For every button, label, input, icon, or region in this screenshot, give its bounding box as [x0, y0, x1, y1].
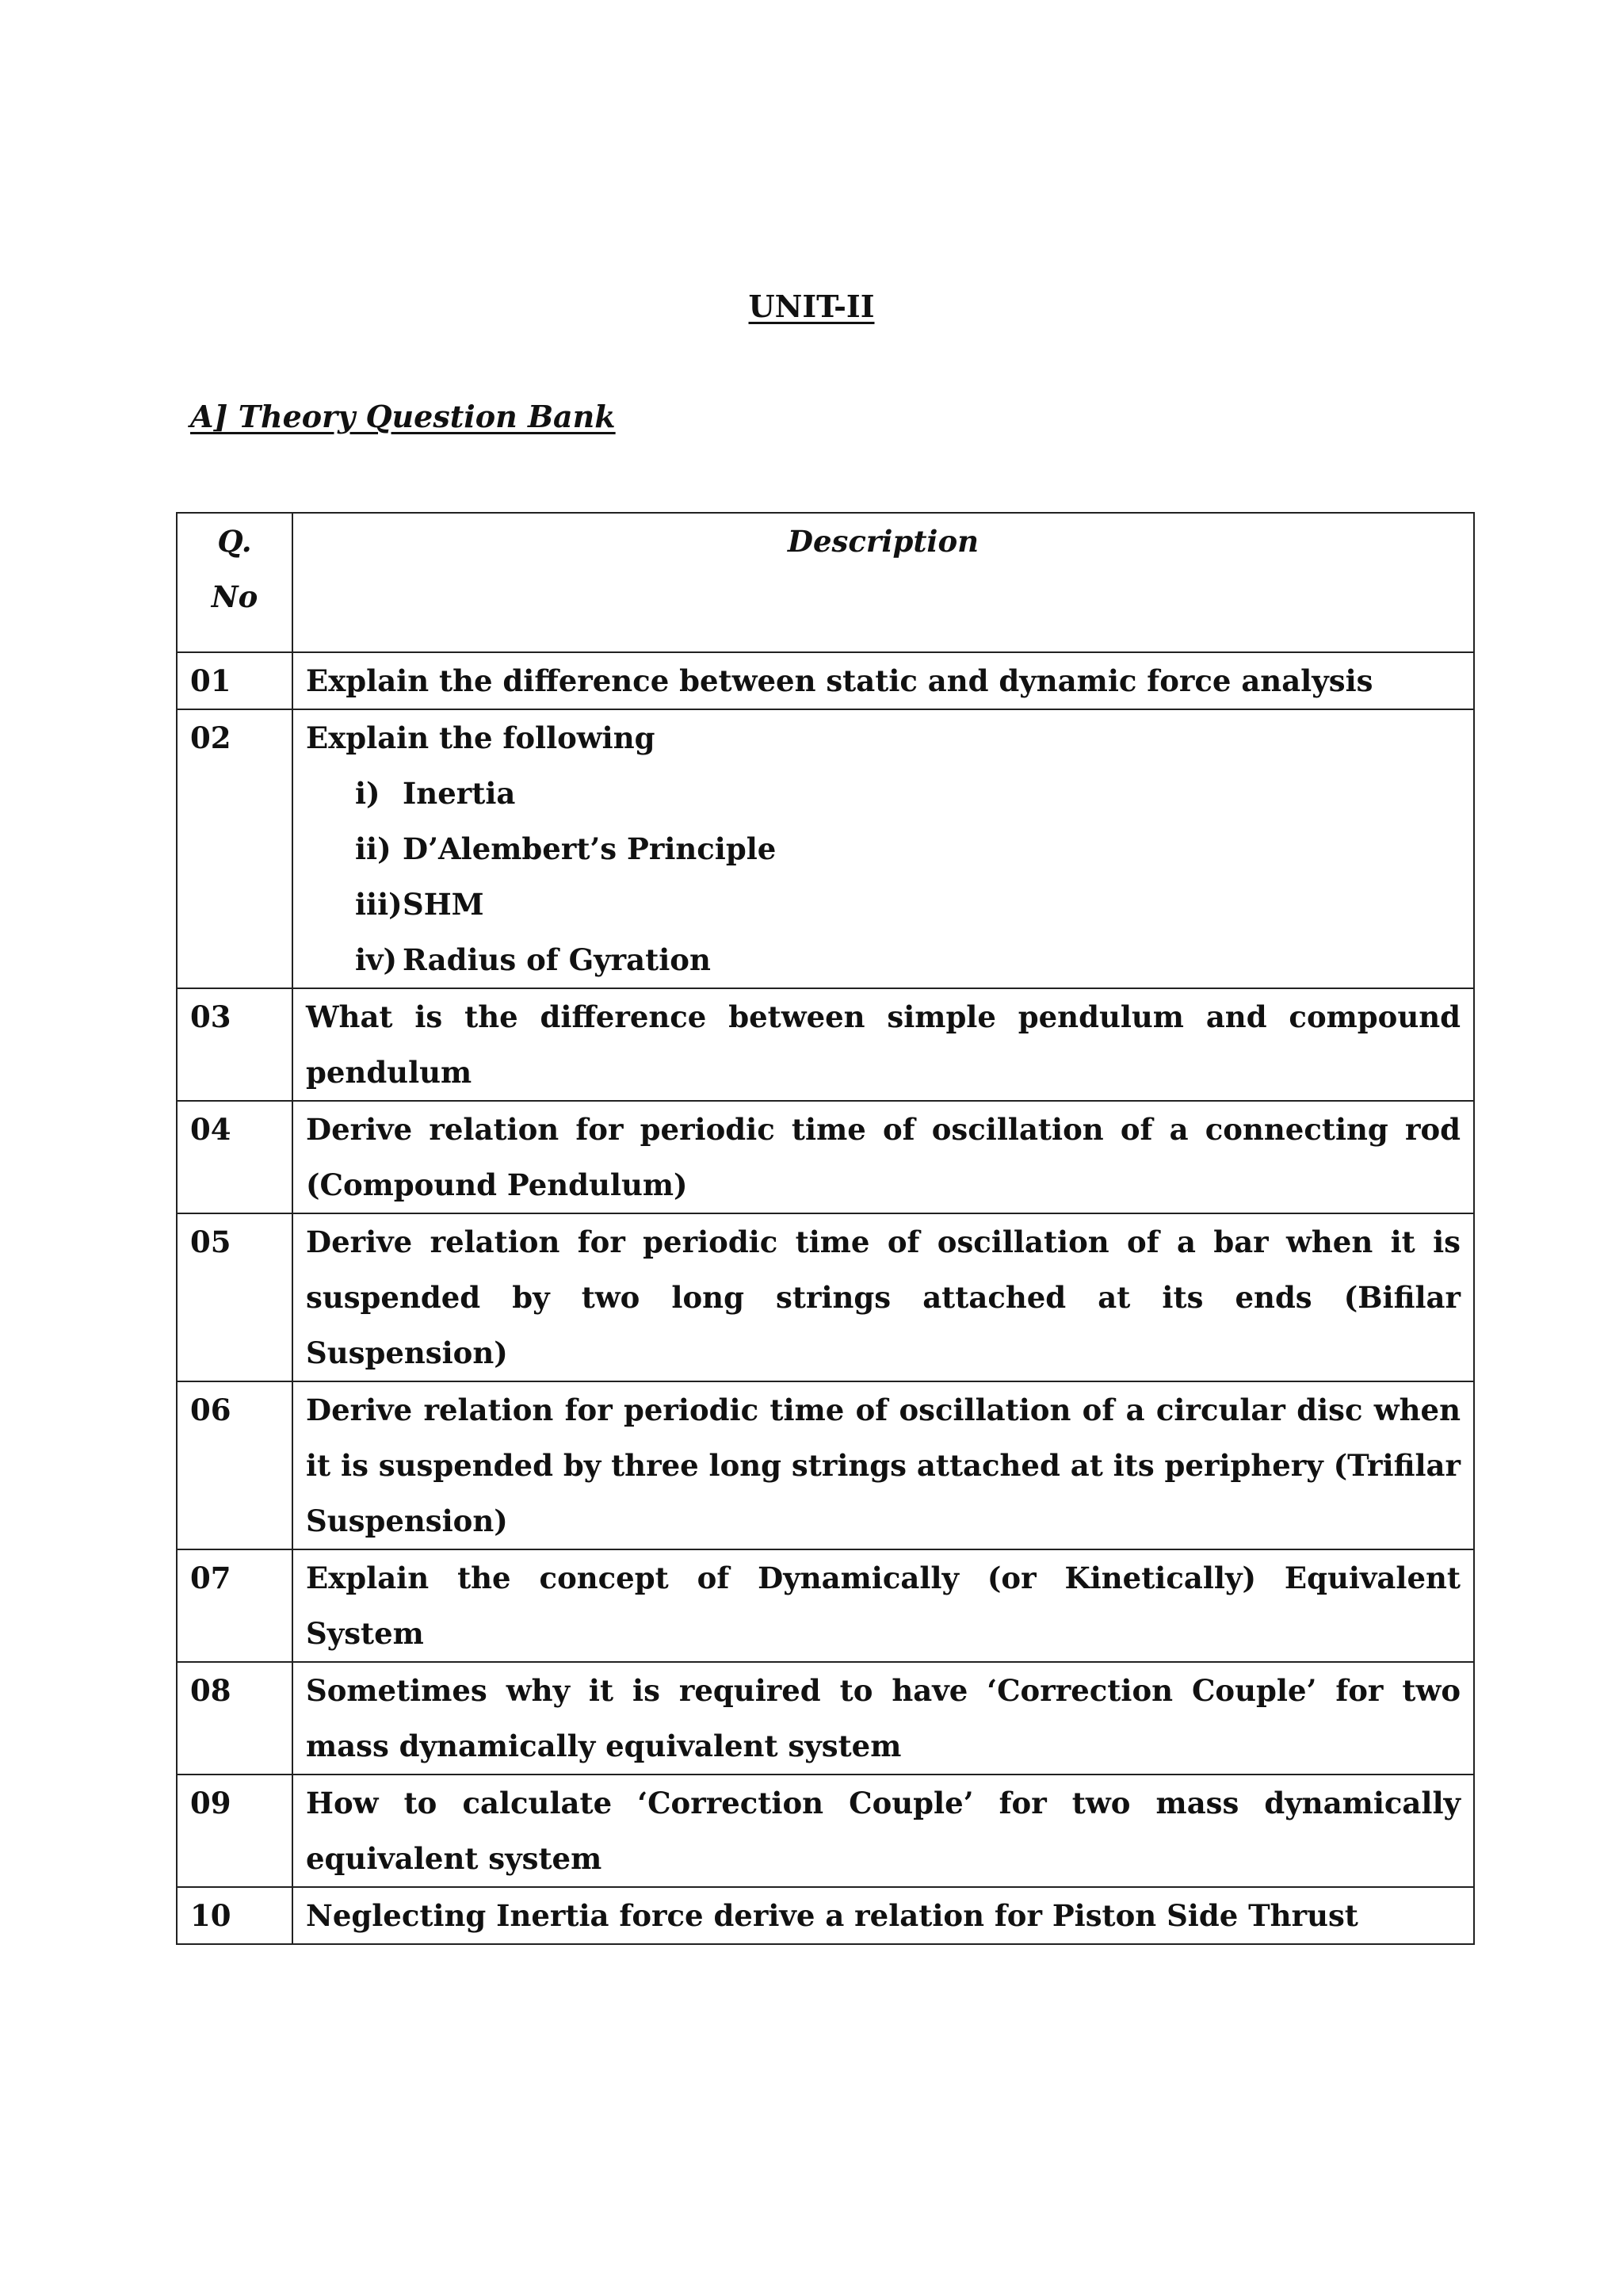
sub-question-item: [306, 877, 1461, 932]
table-row: [177, 1887, 1474, 1944]
question-text: Derive relation for periodic time of oscillation of a circular disc when it is suspended by three long strings attached at its periphery (Trifilar Suspension): [292, 1381, 1474, 1549]
question-text: Derive relation for periodic time of oscillation of a connecting rod (Compound Pendulum): [292, 1101, 1474, 1213]
sub-question-item: [306, 932, 1461, 988]
table-row: [177, 1101, 1474, 1213]
sub-question-marker: iv): [355, 942, 398, 977]
qno-header-line1: Q.: [217, 524, 252, 559]
question-number: 08: [177, 1662, 292, 1775]
question-number: 06: [177, 1381, 292, 1549]
sub-question-item: [306, 766, 1461, 821]
question-number: 03: [177, 988, 292, 1101]
question-text: Explain the concept of Dynamically (or Kinetically) Equivalent System: [292, 1549, 1474, 1662]
table-row: [177, 988, 1474, 1101]
table-row: [177, 1549, 1474, 1662]
sub-question-list: [306, 766, 1461, 988]
sub-question-text: Inertia: [403, 776, 516, 811]
sub-question-marker: i): [355, 776, 380, 811]
question-text: Neglecting Inertia force derive a relation for Piston Side Thrust: [292, 1887, 1474, 1944]
question-text: Explain the difference between static and dynamic force analysis: [292, 652, 1474, 709]
table-row: [177, 1662, 1474, 1775]
section-title: A] Theory Question Bank: [190, 399, 616, 434]
question-number: 05: [177, 1213, 292, 1381]
sub-question-marker: ii): [355, 831, 391, 866]
question-number: 10: [177, 1887, 292, 1944]
question-number: 09: [177, 1775, 292, 1887]
question-number: 04: [177, 1101, 292, 1213]
table-header-row: [177, 513, 1474, 652]
sub-question-text: D’Alembert’s Principle: [403, 831, 777, 866]
question-number: 02: [177, 709, 292, 988]
table-row: [177, 652, 1474, 709]
question-text: Sometimes why it is required to have ‘Correction Couple’ for two mass dynamically equivalent system: [292, 1662, 1474, 1775]
question-cell: [292, 709, 1474, 988]
table-row: [177, 1381, 1474, 1549]
question-number: 01: [177, 652, 292, 709]
sub-question-marker: iii): [355, 887, 403, 922]
description-header: Description: [292, 513, 1474, 652]
question-bank-table: [176, 512, 1475, 1945]
qno-header-line2: No: [211, 579, 258, 614]
qno-header: [177, 513, 292, 652]
unit-title: UNIT-II: [748, 288, 875, 324]
question-text: What is the difference between simple pendulum and compound pendulum: [292, 988, 1474, 1101]
table-row: [177, 1775, 1474, 1887]
question-text: Derive relation for periodic time of oscillation of a bar when it is suspended by two long strings attached at its ends (Bifilar Suspension): [292, 1213, 1474, 1381]
table-row: [177, 709, 1474, 988]
table-row: [177, 1213, 1474, 1381]
question-number: 07: [177, 1549, 292, 1662]
sub-question-text: Radius of Gyration: [403, 942, 711, 977]
question-text: Explain the following: [306, 720, 655, 755]
sub-question-item: [306, 821, 1461, 877]
sub-question-text: SHM: [403, 887, 484, 922]
question-text: How to calculate ‘Correction Couple’ for two mass dynamically equivalent system: [292, 1775, 1474, 1887]
